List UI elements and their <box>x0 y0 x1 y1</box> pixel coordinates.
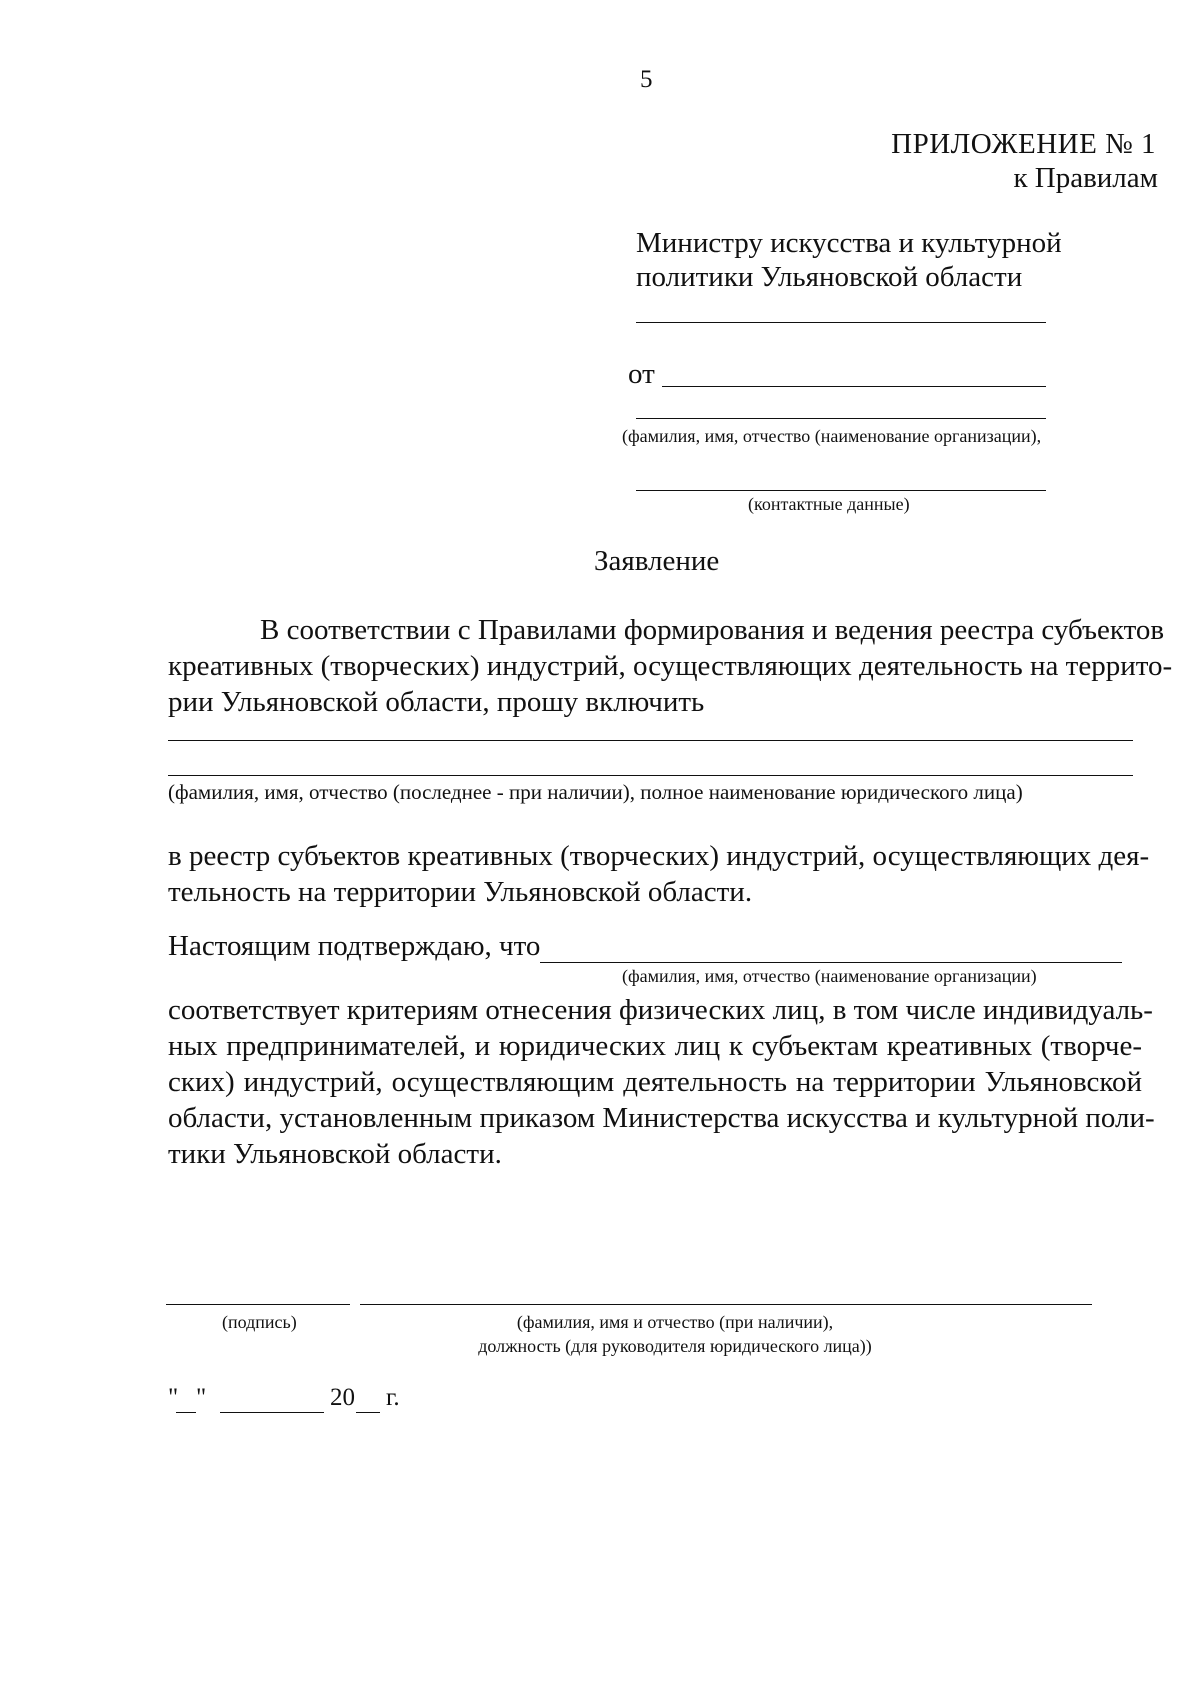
from-label: от <box>628 358 655 390</box>
caption-signer-name-2: должность (для руководителя юридического лица)) <box>478 1336 872 1356</box>
caption-signature: (подпись) <box>222 1312 297 1332</box>
paragraph-request-row-3: рии Ульяновской области, прошу включить <box>168 686 705 718</box>
paragraph-criteria-row-4: области, установленным приказом Министерства искусства и культурной поли- <box>168 1102 1155 1134</box>
paragraph-request <box>168 612 1173 720</box>
page-number: 5 <box>640 66 653 93</box>
signer-name-blank-line <box>360 1304 1092 1305</box>
paragraph-registry <box>168 838 1150 910</box>
appendix-subtitle: к Правилам <box>1013 162 1158 194</box>
date-year-blank <box>356 1412 380 1413</box>
caption-confirm: (фамилия, имя, отчество (наименование организации) <box>622 966 1037 986</box>
caption-name-organization: (фамилия, имя, отчество (наименование организации), <box>622 426 1042 446</box>
paragraph-criteria-row-3: ских) индустрий, осуществляющим деятельность на территории Ульяновской <box>168 1066 1142 1098</box>
date-quote-open: " <box>168 1384 179 1411</box>
addressee-line-1: Министру искусства и культурной <box>636 227 1062 259</box>
paragraph-criteria-row-5: тики Ульяновской области. <box>168 1138 502 1170</box>
confirm-blank-line <box>540 962 1122 963</box>
paragraph-registry-row-2: тельность на территории Ульяновской области. <box>168 876 753 908</box>
contacts-blank-line <box>636 490 1046 491</box>
from-blank-line <box>662 386 1046 387</box>
date-month-blank <box>220 1412 324 1413</box>
addressee-blank-line <box>636 322 1046 323</box>
caption-contacts: (контактные данные) <box>748 494 910 514</box>
paragraph-criteria <box>168 992 1155 1172</box>
paragraph-registry-row-1: в реестр субъектов креативных (творческих) индустрий, осуществляющих дея- <box>168 840 1150 872</box>
paragraph-request-row-2: креативных (творческих) индустрий, осуществляющих деятельность на террито- <box>168 650 1173 682</box>
addressee-line-2: политики Ульяновской области <box>636 261 1023 293</box>
caption-signer-name-1: (фамилия, имя и отчество (при наличии), <box>516 1312 834 1332</box>
signature-blank-line <box>166 1304 350 1305</box>
confirm-label: Настоящим подтверждаю, что <box>168 930 541 962</box>
applicant-blank-line-1 <box>168 740 1133 741</box>
date-year-suffix: г. <box>386 1384 400 1411</box>
from-blank-line-2 <box>636 418 1046 419</box>
paragraph-criteria-row-2: ных предпринимателей, и юридических лиц к субъектам креативных (творче- <box>168 1030 1142 1062</box>
date-quote-close: " <box>196 1384 207 1411</box>
paragraph-criteria-row-1: соответствует критериям отнесения физических лиц, в том числе индивидуаль- <box>168 994 1153 1026</box>
paragraph-request-row-1: В соответствии с Правилами формирования и ведения реестра субъектов <box>260 614 1165 646</box>
caption-applicant: (фамилия, имя, отчество (последнее - при наличии), полное наименование юридического лица) <box>168 780 1023 804</box>
document-title: Заявление <box>594 545 720 577</box>
date-day-blank <box>176 1412 196 1413</box>
appendix-title: ПРИЛОЖЕНИЕ № 1 <box>891 128 1156 160</box>
applicant-blank-line-2 <box>168 775 1133 776</box>
date-year-prefix: 20 <box>330 1384 355 1411</box>
